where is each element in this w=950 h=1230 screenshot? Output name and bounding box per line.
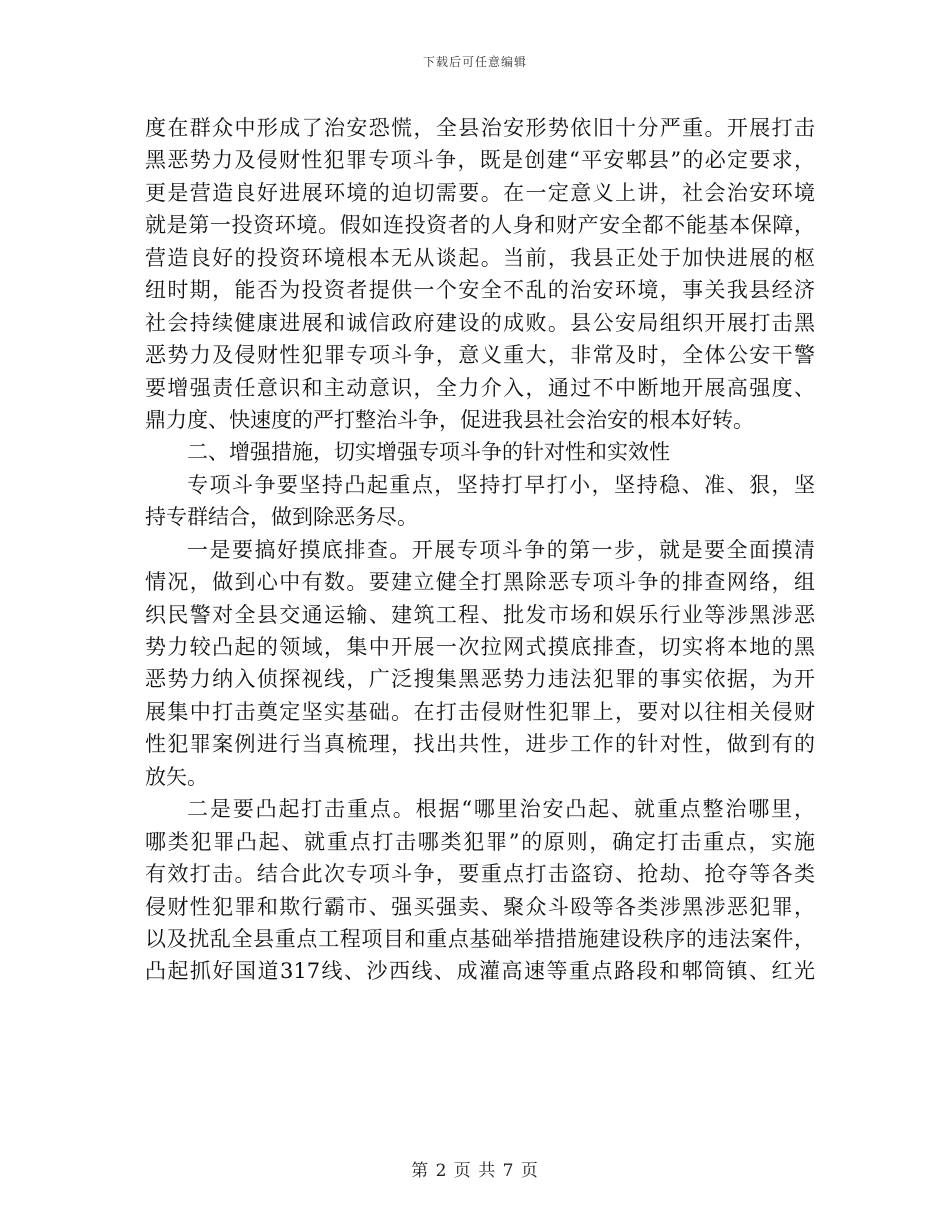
text-line: 放矢。	[145, 764, 208, 789]
text-line: 度在群众中形成了治安恐慌，全县治安形势依旧十分严重。开展打击	[145, 116, 815, 140]
text-line: 营造良好的投资环境根本无从谈起。当前，我县正处于加快进展的枢	[145, 245, 815, 270]
text-line: 二、增强措施，切实增强专项斗争的针对性和实效性	[187, 440, 670, 465]
text-line: 情况，做到心中有数。要建立健全打黑除恶专项斗争的排查网络，组	[145, 570, 815, 595]
text-line: 持专群结合，做到除恶务尽。	[145, 505, 418, 530]
text-line: 凸起抓好国道317线、沙西线、成灌高速等重点路段和郫筒镇、红光	[145, 959, 815, 984]
text-line: 二是要凸起打击重点。根据“哪里治安凸起、就重点整治哪里，	[187, 797, 815, 822]
text-line: 以及扰乱全县重点工程项目和重点基础举措措施建设秩序的违法案件，	[145, 926, 815, 951]
text-line: 更是营造良好进展环境的迫切需要。在一定意义上讲，社会治安环境	[145, 180, 815, 205]
text-line: 黑恶势力及侵财性犯罪专项斗争，既是创建“平安郫县”的必定要求，	[145, 148, 815, 173]
text-line: 一是要搞好摸底排查。开展专项斗争的第一步，就是要全面摸清	[187, 537, 815, 562]
text-line: 势力较凸起的领域，集中开展一次拉网式摸底排查，切实将本地的黑	[145, 635, 815, 659]
text-line: 侵财性犯罪和欺行霸市、强买强卖、聚众斗殴等各类涉黑涉恶犯罪，	[145, 894, 815, 919]
text-line: 专项斗争要坚持凸起重点，坚持打早打小，坚持稳、准、狠，坚	[187, 472, 815, 497]
text-line: 性犯罪案例进行当真梳理，找出共性，进步工作的针对性，做到有的	[145, 732, 815, 757]
document-body	[145, 112, 815, 988]
text-line: 展集中打击奠定坚实基础。在打击侵财性犯罪上，要对以往相关侵财	[145, 699, 815, 724]
text-line: 恶势力纳入侦探视线，广泛搜集黑恶势力违法犯罪的事实依据，为开	[145, 667, 815, 692]
text-line: 有效打击。结合此次专项斗争，要重点打击盗窃、抢劫、抢夺等各类	[145, 862, 815, 887]
page-number-footer: 第 2 页 共 7 页	[411, 1161, 539, 1181]
text-line: 要增强责任意识和主动意识，全力介入，通过不中断地开展高强度、	[145, 375, 815, 400]
text-line: 社会持续健康进展和诚信政府建设的成败。县公安局组织开展打击黑	[145, 310, 815, 335]
page-header-note: 下载后可任意编辑	[422, 55, 527, 69]
text-line: 哪类犯罪凸起、就重点打击哪类犯罪”的原则，确定打击重点，实施	[145, 829, 815, 854]
text-line: 鼎力度、快速度的严打整治斗争，促进我县社会治安的根本好转。	[145, 407, 754, 432]
text-line: 纽时期，能否为投资者提供一个安全不乱的治安环境，事关我县经济	[145, 278, 815, 303]
text-line: 恶势力及侵财性犯罪专项斗争，意义重大，非常及时，全体公安干警	[145, 343, 815, 368]
text-line: 就是第一投资环境。假如连投资者的人身和财产安全都不能基本保障，	[145, 213, 815, 238]
text-line: 织民警对全县交通运输、建筑工程、批发市场和娱乐行业等涉黑涉恶	[145, 602, 815, 627]
